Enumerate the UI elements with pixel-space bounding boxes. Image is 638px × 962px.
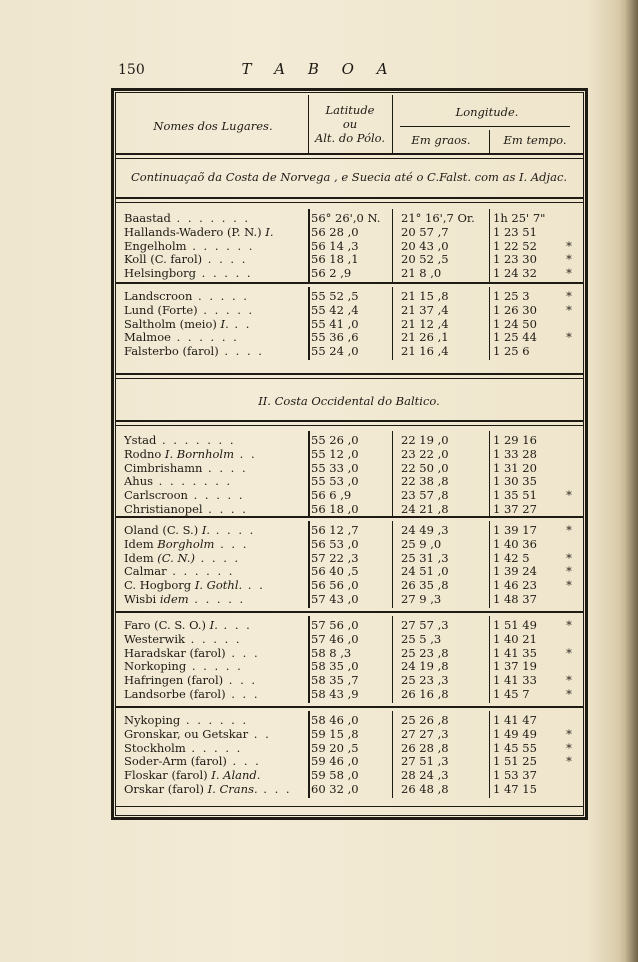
leader-dots: . . . . . . — [186, 239, 255, 253]
latitude-cell: 59 46 ,0 — [311, 754, 359, 769]
longitude-degrees-cell: 25 23 ,3 — [401, 673, 449, 688]
latitude-cell: 55 26 ,0 — [311, 433, 359, 447]
longitude-degrees-cell: 21 8 ,0 — [401, 266, 442, 281]
leader-dots: . . . — [226, 755, 261, 769]
latitude-cell: 55 52 ,5 — [311, 289, 359, 303]
place-name — [124, 290, 306, 303]
latitude-cell: 56° 26',0 N. — [311, 211, 381, 225]
table-row — [0, 742, 638, 755]
latitude-cell: 55 41 ,0 — [311, 316, 359, 331]
place-name — [124, 769, 306, 782]
longitude-time-cell: 1 37 27 — [493, 502, 537, 516]
longitude-time-cell: 1 41 47 — [493, 713, 537, 727]
place-name-suffix: I. — [198, 524, 211, 537]
longitude-degrees-cell: 26 28 ,8 — [401, 740, 449, 755]
longitude-time-cell: 1 33 28 — [493, 446, 537, 461]
place-name-text: Christianopel — [124, 503, 203, 516]
leader-dots: . . — [242, 579, 265, 593]
table-row — [0, 304, 638, 317]
place-name-suffix: I. — [261, 225, 274, 239]
section2-rule-2 — [115, 425, 584, 426]
longitude-time-cell: 1 39 17 — [493, 523, 537, 537]
place-name — [124, 462, 306, 475]
longitude-time-cell: 1 23 30 — [493, 252, 537, 267]
section2-top-rule-2 — [115, 378, 584, 379]
place-name-text: Koll (C. farol) — [124, 253, 203, 267]
group-separator — [115, 282, 584, 284]
table-row — [0, 647, 638, 660]
place-name-text: Lund (Forte) — [124, 303, 198, 317]
header-latitude-1: Latitude — [325, 103, 375, 117]
place-name — [124, 253, 306, 266]
leader-dots: . . . . . — [192, 290, 249, 303]
place-name-text: Idem — [124, 551, 154, 565]
place-name — [124, 524, 306, 537]
table-row — [0, 769, 638, 782]
place-name — [124, 579, 306, 592]
page-title: T A B O A — [241, 60, 397, 78]
longitude-time-cell: 1 41 33 — [493, 673, 537, 688]
star-mark: * — [566, 550, 572, 565]
longitude-degrees-cell: 24 19 ,8 — [401, 659, 449, 674]
header-bottom-rule-2 — [115, 158, 584, 159]
place-name — [124, 783, 306, 796]
place-name-text: Calmar — [124, 565, 167, 579]
place-name — [124, 267, 306, 280]
place-name-text: Floskar (farol) — [124, 769, 208, 783]
latitude-cell: 55 24 ,0 — [311, 344, 359, 359]
table-row — [0, 660, 638, 673]
latitude-cell: 56 53 ,0 — [311, 536, 359, 551]
table-row — [0, 538, 638, 551]
star-mark: * — [566, 302, 572, 317]
star-mark: * — [566, 578, 572, 593]
place-name — [124, 304, 306, 317]
longitude-degrees-cell: 23 22 ,0 — [401, 446, 449, 461]
longitude-degrees-cell: 24 21 ,8 — [401, 502, 449, 516]
header-degrees: Em graos. — [411, 133, 471, 147]
table-row — [0, 755, 638, 768]
longitude-degrees-cell: 24 49 ,3 — [401, 523, 449, 537]
leader-dots: . . . . . . — [170, 331, 239, 345]
section1-rule — [115, 197, 584, 199]
leader-dots: . . . . . — [185, 632, 242, 646]
place-name-text: Baastad — [124, 212, 171, 225]
place-name-text: Nykoping — [124, 714, 181, 727]
table-row — [0, 524, 638, 537]
place-name — [124, 489, 306, 502]
place-name — [124, 318, 306, 331]
longitude-degrees-cell: 22 38 ,8 — [401, 474, 449, 489]
place-name-text: Oland (C. S.) — [124, 524, 199, 537]
header-latitude-2: ou — [342, 117, 358, 131]
leader-dots: . . . — [257, 783, 292, 796]
longitude-degrees-cell: 26 16 ,8 — [401, 687, 449, 701]
table-row — [0, 503, 638, 516]
header-names: Nomes dos Lugares. — [153, 119, 273, 133]
table-row — [0, 267, 638, 280]
place-name — [124, 674, 306, 687]
place-name-text: Saltholm (meio) — [124, 317, 217, 331]
place-name — [124, 728, 306, 741]
leader-dots: . . . — [214, 537, 249, 551]
leader-dots: . . . . — [202, 503, 248, 516]
place-name-text: Hafringen (farol) — [124, 674, 224, 688]
leader-dots: . . . . . — [187, 489, 245, 503]
header-divider-lat — [308, 95, 309, 153]
section1-rule-2 — [115, 202, 584, 203]
place-name — [124, 552, 306, 565]
longitude-time-cell: 1 29 16 — [493, 433, 537, 447]
longitude-time-cell: 1 51 49 — [493, 618, 537, 632]
latitude-cell: 58 8 ,3 — [311, 645, 352, 660]
latitude-cell: 56 6 ,9 — [311, 488, 352, 503]
place-name-text: Rodno — [124, 447, 162, 461]
leader-dots: . . . — [225, 688, 260, 701]
latitude-cell: 58 35 ,0 — [311, 659, 359, 674]
leader-dots: . . . . — [202, 253, 248, 267]
table-row — [0, 331, 638, 344]
longitude-time-cell: 1 24 32 — [493, 266, 537, 281]
leader-dots: . . . . — [210, 524, 256, 537]
place-name-text: Ahus — [124, 475, 154, 489]
longitude-time-cell: 1 35 51 — [493, 488, 537, 503]
place-name-text: Idem — [124, 537, 154, 551]
place-name-text: Landsorbe (farol) — [124, 688, 226, 701]
place-name-suffix: I. Crans. — [204, 783, 258, 796]
longitude-degrees-cell: 25 26 ,8 — [401, 713, 449, 727]
place-name — [124, 240, 306, 253]
latitude-cell: 56 18 ,0 — [311, 502, 359, 516]
place-name-suffix: (C. N.) — [153, 551, 195, 565]
place-name — [124, 633, 306, 646]
place-name-text: Malmoe — [124, 331, 171, 345]
latitude-cell: 59 15 ,8 — [311, 726, 359, 741]
longitude-time-cell: 1 26 30 — [493, 302, 537, 317]
place-name-suffix: idem — [156, 593, 189, 606]
longitude-degrees-cell: 26 48 ,8 — [401, 782, 449, 796]
latitude-cell: 56 40 ,5 — [311, 564, 359, 579]
table-row — [0, 290, 638, 303]
longitude-degrees-cell: 28 24 ,3 — [401, 768, 449, 783]
table-row — [0, 674, 638, 687]
place-name — [124, 742, 306, 755]
place-name-text: Carlscroon — [124, 489, 188, 503]
table-row — [0, 448, 638, 461]
longitude-time-cell: 1 25 44 — [493, 330, 537, 345]
table-row — [0, 345, 638, 358]
group-separator — [115, 706, 584, 708]
place-name-text: Westerwik — [124, 632, 186, 646]
leader-dots: . . . . . . — [180, 714, 249, 727]
longitude-degrees-cell: 25 5 ,3 — [401, 631, 442, 646]
latitude-cell: 57 56 ,0 — [311, 618, 359, 632]
place-name — [124, 688, 306, 701]
header-latitude-3: Alt. do Pólo. — [314, 131, 386, 145]
longitude-degrees-cell: 27 57 ,3 — [401, 618, 449, 632]
longitude-time-cell: 1 51 25 — [493, 754, 537, 769]
longitude-time-cell: 1 22 52 — [493, 238, 537, 253]
latitude-cell: 56 56 ,0 — [311, 578, 359, 593]
table-row — [0, 593, 638, 606]
place-name — [124, 434, 306, 447]
star-mark: * — [566, 330, 572, 345]
latitude-cell: 58 43 ,9 — [311, 687, 359, 701]
longitude-degrees-cell: 21 15 ,8 — [401, 289, 449, 303]
longitude-time-cell: 1 47 15 — [493, 782, 537, 796]
place-name-text: Landscroon — [124, 290, 193, 303]
place-name-text: Helsingborg — [124, 267, 197, 281]
leader-dots: . . . . . — [185, 741, 243, 755]
leader-dots: . . . . . — [186, 660, 243, 674]
latitude-cell: 60 32 ,0 — [311, 782, 359, 796]
star-mark: * — [566, 673, 572, 688]
longitude-time-cell: 1h 25' 7" — [493, 211, 546, 225]
latitude-cell: 55 36 ,6 — [311, 330, 359, 345]
longitude-degrees-cell: 27 9 ,3 — [401, 592, 442, 606]
longitude-time-cell: 1 41 35 — [493, 645, 537, 660]
longitude-degrees-cell: 20 57 ,7 — [401, 224, 449, 239]
latitude-cell: 56 12 ,7 — [311, 523, 359, 537]
latitude-cell: 55 12 ,0 — [311, 446, 359, 461]
latitude-cell: 58 35 ,7 — [311, 673, 359, 688]
table-row — [0, 318, 638, 331]
group-separator — [115, 516, 584, 518]
table-row — [0, 240, 638, 253]
star-mark: * — [566, 523, 572, 537]
place-name-text: Faro (C. S. O.) — [124, 619, 206, 632]
latitude-cell: 55 33 ,0 — [311, 460, 359, 475]
longitude-time-cell: 1 40 21 — [493, 631, 537, 646]
place-name — [124, 565, 306, 578]
place-name-text: C. Hogborg — [124, 579, 192, 593]
latitude-cell: 56 18 ,1 — [311, 252, 359, 267]
longitude-rule — [400, 126, 570, 127]
leader-dots: . . . . — [194, 551, 241, 565]
section2-rule — [115, 420, 584, 422]
table-bottom-rule — [115, 806, 584, 807]
table-row — [0, 633, 638, 646]
place-name-text: Orskar (farol) — [124, 783, 204, 796]
leader-dots: . . . . . — [197, 303, 255, 317]
longitude-degrees-cell: 25 23 ,8 — [401, 645, 449, 660]
header-longitude: Longitude. — [455, 105, 519, 119]
latitude-cell: 57 43 ,0 — [311, 592, 359, 606]
longitude-degrees-cell: 21 37 ,4 — [401, 302, 449, 317]
table-row — [0, 728, 638, 741]
latitude-cell: 57 22 ,3 — [311, 550, 359, 565]
header-time: Em tempo. — [503, 133, 567, 147]
star-mark: * — [566, 564, 572, 579]
longitude-time-cell: 1 25 6 — [493, 344, 530, 359]
longitude-degrees-cell: 22 50 ,0 — [401, 460, 449, 475]
table-row — [0, 565, 638, 578]
place-name — [124, 331, 306, 344]
star-mark: * — [566, 266, 572, 281]
latitude-cell: 58 46 ,0 — [311, 713, 359, 727]
header-divider-time — [489, 130, 490, 153]
longitude-degrees-cell: 20 52 ,5 — [401, 252, 449, 267]
star-mark: * — [566, 726, 572, 741]
place-name — [124, 660, 306, 673]
leader-dots: . . . . . — [196, 267, 253, 281]
longitude-degrees-cell: 26 35 ,8 — [401, 578, 449, 593]
longitude-time-cell: 1 25 3 — [493, 289, 530, 303]
longitude-time-cell: 1 53 37 — [493, 768, 537, 783]
star-mark: * — [566, 618, 572, 632]
place-name — [124, 226, 306, 239]
leader-dots: . . . . . . . — [153, 475, 233, 489]
place-name — [124, 593, 306, 606]
longitude-time-cell: 1 23 51 — [493, 224, 537, 239]
latitude-cell: 56 28 ,0 — [311, 224, 359, 239]
place-name — [124, 755, 306, 768]
place-name-text: Falsterbo (farol) — [124, 345, 219, 359]
latitude-cell: 59 20 ,5 — [311, 740, 359, 755]
place-name — [124, 475, 306, 488]
leader-dots: . . . — [223, 674, 258, 688]
longitude-degrees-cell: 23 57 ,8 — [401, 488, 449, 503]
longitude-time-cell: 1 40 36 — [493, 536, 537, 551]
place-name-text: Wisbi — [124, 593, 157, 606]
place-name — [124, 503, 306, 516]
leader-dots: . . — [248, 727, 271, 741]
place-name — [124, 345, 306, 358]
group-separator — [115, 611, 584, 613]
place-name-suffix: I. Bornholm — [161, 447, 234, 461]
place-name-suffix: I. Aland. — [207, 769, 261, 783]
place-name-suffix: I. Gothl. — [191, 579, 243, 593]
place-name-text: Ystad — [124, 434, 157, 447]
header-divider-lon — [392, 95, 393, 153]
place-name-text: Stockholm — [124, 741, 186, 755]
longitude-degrees-cell: 21° 16',7 Or. — [401, 211, 475, 225]
longitude-degrees-cell: 21 26 ,1 — [401, 330, 449, 345]
place-name-text: Cimbrishamn — [124, 461, 203, 475]
table-row — [0, 475, 638, 488]
section2-top-rule — [115, 373, 584, 375]
leader-dots: . . . — [217, 619, 252, 632]
place-name-text: Norkoping — [124, 660, 187, 674]
table-row — [0, 552, 638, 565]
latitude-cell: 55 42 ,4 — [311, 302, 359, 317]
place-name-suffix: Borgholm — [153, 537, 215, 551]
longitude-degrees-cell: 25 9 ,0 — [401, 536, 442, 551]
section-title-2: II. Costa Occidental do Baltico. — [258, 394, 440, 408]
place-name-suffix: I. — [216, 317, 229, 331]
longitude-time-cell: 1 45 7 — [493, 687, 530, 701]
place-name — [124, 538, 306, 551]
star-mark: * — [566, 754, 572, 769]
place-name-text: Hallands-Wadero (P. N.) — [124, 225, 262, 239]
place-name-text: Gronskar, ou Getskar — [124, 727, 249, 741]
table-row — [0, 619, 638, 632]
place-name-text: Engelholm — [124, 239, 187, 253]
header-bottom-rule — [115, 153, 584, 155]
longitude-degrees-cell: 20 43 ,0 — [401, 238, 449, 253]
longitude-degrees-cell: 27 51 ,3 — [401, 754, 449, 769]
table-row — [0, 434, 638, 447]
longitude-time-cell: 1 42 5 — [493, 550, 530, 565]
longitude-degrees-cell: 21 16 ,4 — [401, 344, 449, 359]
table-row — [0, 462, 638, 475]
longitude-time-cell: 1 48 37 — [493, 592, 537, 606]
table-row — [0, 489, 638, 502]
leader-dots: . . . . — [202, 461, 248, 475]
place-name-text: Haradskar (farol) — [124, 646, 226, 660]
star-mark: * — [566, 252, 572, 267]
longitude-degrees-cell: 22 19 ,0 — [401, 433, 449, 447]
leader-dots: . . . . . . — [166, 565, 235, 579]
table-row — [0, 783, 638, 796]
place-name — [124, 714, 306, 727]
latitude-cell: 57 46 ,0 — [311, 631, 359, 646]
leader-dots: . . — [228, 317, 252, 331]
place-name — [124, 619, 306, 632]
leader-dots: . . — [233, 447, 257, 461]
latitude-cell: 59 58 ,0 — [311, 768, 359, 783]
page-number: 150 — [118, 62, 145, 78]
star-mark: * — [566, 687, 572, 701]
leader-dots: . . . . . . . — [156, 434, 236, 447]
table-row — [0, 714, 638, 727]
place-name — [124, 212, 306, 225]
longitude-time-cell: 1 46 23 — [493, 578, 537, 593]
longitude-degrees-cell: 21 12 ,4 — [401, 316, 449, 331]
place-name — [124, 647, 306, 660]
longitude-time-cell: 1 45 55 — [493, 740, 537, 755]
longitude-time-cell: 1 31 20 — [493, 460, 537, 475]
table-row — [0, 212, 638, 225]
table-row — [0, 253, 638, 266]
table-row — [0, 226, 638, 239]
leader-dots: . . . . . — [188, 593, 246, 606]
star-mark: * — [566, 645, 572, 660]
latitude-cell: 55 53 ,0 — [311, 474, 359, 489]
table-row — [0, 579, 638, 592]
table-row — [0, 688, 638, 701]
place-name-text: Soder-Arm (farol) — [124, 755, 227, 769]
star-mark: * — [566, 289, 572, 303]
longitude-degrees-cell: 25 31 ,3 — [401, 550, 449, 565]
longitude-degrees-cell: 27 27 ,3 — [401, 726, 449, 741]
place-name — [124, 448, 306, 461]
latitude-cell: 56 2 ,9 — [311, 266, 352, 281]
longitude-time-cell: 1 24 50 — [493, 316, 537, 331]
longitude-time-cell: 1 30 35 — [493, 474, 537, 489]
leader-dots: . . . . . . . — [170, 212, 251, 225]
longitude-degrees-cell: 24 51 ,0 — [401, 564, 449, 579]
longitude-time-cell: 1 39 24 — [493, 564, 537, 579]
leader-dots: . . . . — [218, 345, 264, 359]
place-name-suffix: I. — [206, 619, 218, 632]
section-title-1: Continuaçaõ da Costa de Norvega , e Suecia até o C.Falst. com as I. Adjac. — [130, 170, 568, 184]
star-mark: * — [566, 238, 572, 253]
latitude-cell: 56 14 ,3 — [311, 238, 359, 253]
star-mark: * — [566, 740, 572, 755]
longitude-time-cell: 1 37 19 — [493, 659, 537, 674]
longitude-time-cell: 1 49 49 — [493, 726, 537, 741]
star-mark: * — [566, 488, 572, 503]
leader-dots: . . . — [225, 646, 260, 660]
